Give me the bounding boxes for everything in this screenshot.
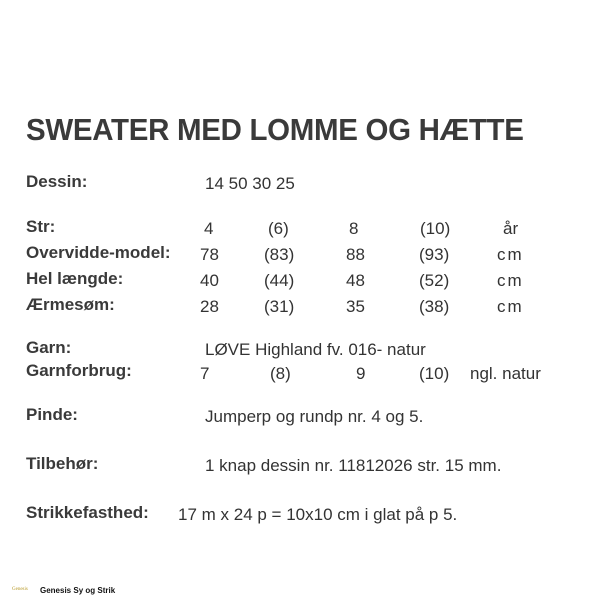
genesis-logo-icon: Genesis [12,587,28,592]
garnforbrug-label: Garnforbrug: [26,361,132,380]
pinde-value: Jumperp og rundp nr. 4 og 5. [205,407,424,426]
strikkefasthed-label: Strikkefasthed: [26,503,149,522]
size-cell: 48 [346,271,365,290]
size-cell: (10) [420,219,451,238]
garnforbrug-cell: (10) [419,364,450,383]
size-cell: 78 [200,245,219,264]
size-cell: (38) [419,297,450,316]
size-cell: 8 [349,219,359,238]
tilbehor-label: Tilbehør: [26,454,99,473]
size-cell: 40 [200,271,219,290]
size-cell: 88 [346,245,365,264]
dessin-value: 14 50 30 25 [205,174,295,193]
garnforbrug-cell: 7 [200,364,210,383]
garnforbrug-cell: 9 [356,364,366,383]
garn-value: LØVE Highland fv. 016- natur [205,340,426,359]
garn-label: Garn: [26,338,72,357]
size-row-label: Hel længde: [26,269,124,288]
garnforbrug-cell: (8) [270,364,291,383]
size-unit: cm [497,271,524,290]
strikkefasthed-value: 17 m x 24 p = 10x10 cm i glat på p 5. [178,505,458,524]
footer-brand: Genesis Sy og Strik [40,586,116,595]
size-cell: (52) [419,271,450,290]
size-cell: (83) [264,245,295,264]
size-cell: (6) [268,219,289,238]
size-cell: (93) [419,245,450,264]
size-unit: år [503,219,519,238]
size-unit: cm [497,245,524,264]
size-row-label: Str: [26,217,56,236]
size-cell: (31) [264,297,295,316]
size-cell: 4 [204,219,214,238]
size-row-label: Overvidde-model: [26,243,171,262]
tilbehor-value: 1 knap dessin nr. 11812026 str. 15 mm. [205,456,502,475]
size-cell: (44) [264,271,295,290]
dessin-label: Dessin: [26,172,88,191]
garnforbrug-unit: ngl. natur [470,364,541,383]
pinde-label: Pinde: [26,405,78,424]
size-row-label: Ærmesøm: [26,295,115,314]
page-title: SWEATER MED LOMME OG HÆTTE [26,112,524,147]
size-unit: cm [497,297,524,316]
size-cell: 35 [346,297,365,316]
size-cell: 28 [200,297,219,316]
